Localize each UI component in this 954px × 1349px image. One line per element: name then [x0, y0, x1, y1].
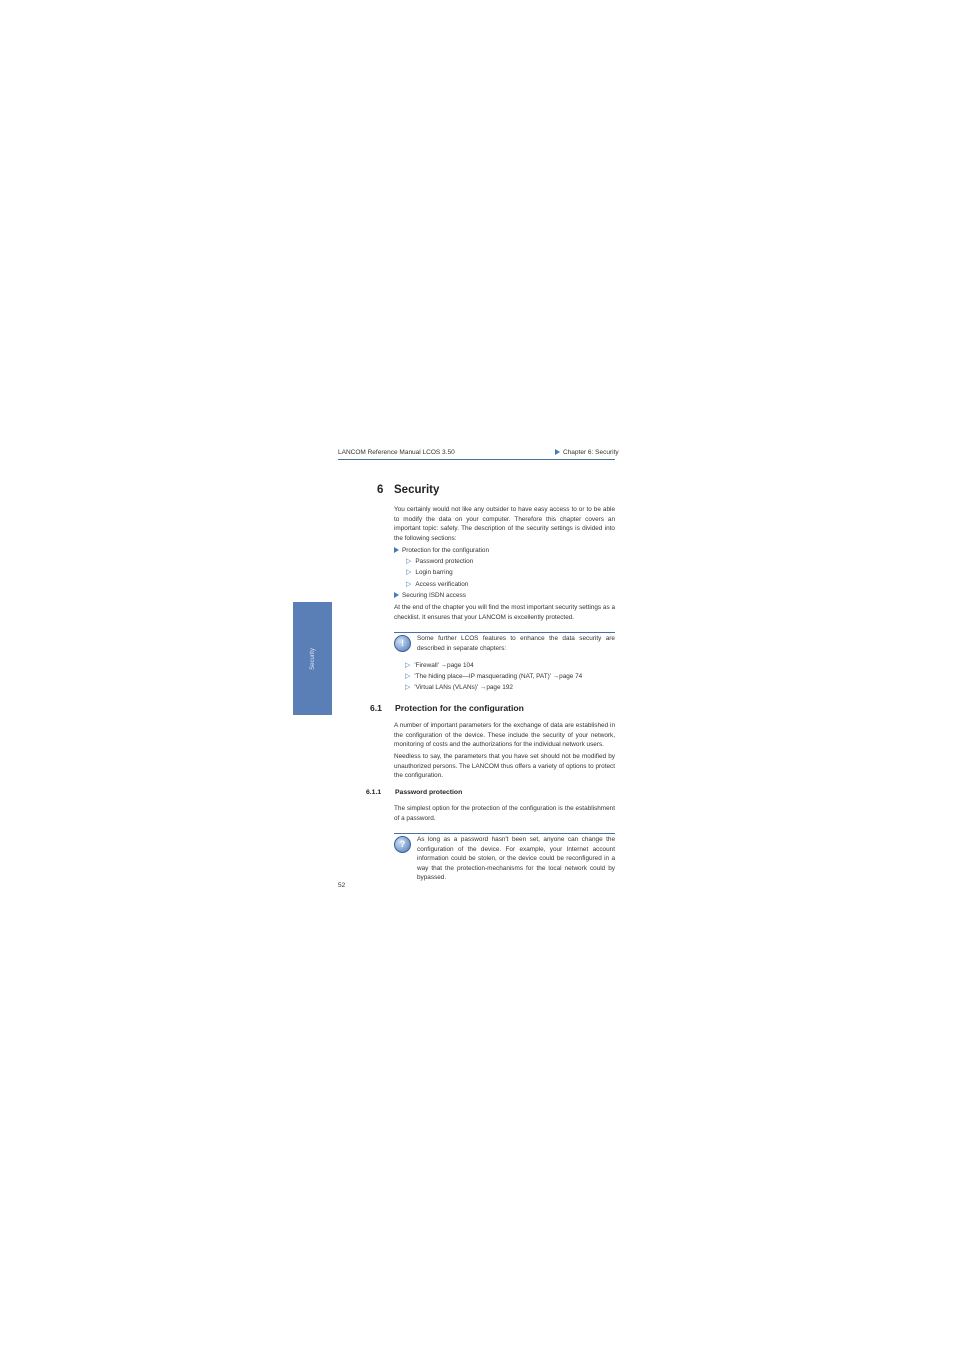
note-divider [394, 833, 615, 834]
chapter-title [377, 484, 439, 496]
bullet-outline-arrow-icon: ▷ [405, 684, 411, 692]
running-header-chapter [555, 449, 619, 456]
list-item: ▷ Access verification [394, 579, 489, 590]
cross-reference-link[interactable]: 'Virtual LANs (VLANs)' →page 192 [414, 684, 513, 692]
list-item: ▷ Login barring [394, 567, 489, 578]
bullet-outline-arrow-icon: ▷ [405, 673, 411, 681]
note-text: As long as a password hasn't been set, anyone can change the configuration of the device. For example, your Internet account information could be stolen, or the device could be reconfigured in a way that the protection-mechanisms for the local network could by bypassed. [417, 836, 615, 882]
list-item [405, 671, 582, 682]
bullet-arrow-icon [555, 449, 560, 455]
note-text: Some further LCOS features to enhance the data security are described in separate chapters: [417, 635, 615, 652]
section-heading [370, 703, 524, 713]
list-item: Protection for the configuration [394, 545, 489, 556]
subsection-heading [366, 789, 462, 796]
cross-reference-link[interactable]: 'Firewall' →page 104 [414, 662, 474, 669]
list-item [405, 682, 582, 693]
running-header-chapter-label: Chapter 6: Security [563, 449, 619, 456]
intro-paragraph: You certainly would not like any outsider to have easy access to or to be able to modify the data on your computer. Therefore this chapter covers an important topic: safety. The description of the security settings is divided into the following sections: [394, 506, 615, 542]
info-icon: ! [394, 635, 411, 652]
warning-icon: ? [394, 836, 411, 853]
list-item: ▷ Password protection [394, 556, 489, 567]
references-list [405, 660, 582, 694]
section-number: 6.1 [370, 703, 382, 713]
bullet-arrow-icon [394, 592, 399, 598]
bullet-outline-arrow-icon: ▷ [406, 569, 412, 577]
page-number: 52 [338, 882, 346, 889]
chapter-side-tab [293, 602, 332, 715]
cross-reference-link[interactable]: 'The hiding place—IP masquerading (NAT, PAT)' →page 74 [414, 673, 583, 681]
note-divider [394, 632, 615, 633]
bullet-outline-arrow-icon: ▷ [405, 662, 411, 669]
subsection-title: Password protection [395, 789, 463, 796]
bullet-outline-arrow-icon: ▷ [406, 558, 412, 566]
list-item: Securing ISDN access [394, 590, 489, 601]
checklist-paragraph: At the end of the chapter you will find the most important security settings as a checklist. It ensures that your LANCOM is excellently protected. [394, 604, 615, 621]
section-title: Protection for the configuration [395, 703, 524, 713]
section-paragraph: A number of important parameters for the exchange of data are established in the configuration of the device. These include the security of your network, monitoring of costs and the authorizations for the individual network users. [394, 722, 615, 749]
running-header-title: LANCOM Reference Manual LCOS 3.50 [338, 449, 455, 456]
chapter-title-text: Security [394, 484, 440, 496]
bullet-outline-arrow-icon: ▷ [406, 580, 412, 588]
chapter-number: 6 [377, 484, 384, 496]
sections-list [394, 545, 489, 601]
section-paragraph: Needless to say, the parameters that you have set should not be modified by unauthorized persons. The LANCOM thus offers a variety of options to protect the configuration. [394, 753, 615, 780]
bullet-arrow-icon [394, 547, 399, 553]
list-item [405, 660, 582, 671]
header-divider [338, 459, 615, 460]
subsection-paragraph: The simplest option for the protection of the configuration is the establishment of a password. [394, 805, 615, 822]
side-tab-label: Security [309, 647, 316, 670]
subsection-number: 6.1.1 [366, 789, 382, 796]
